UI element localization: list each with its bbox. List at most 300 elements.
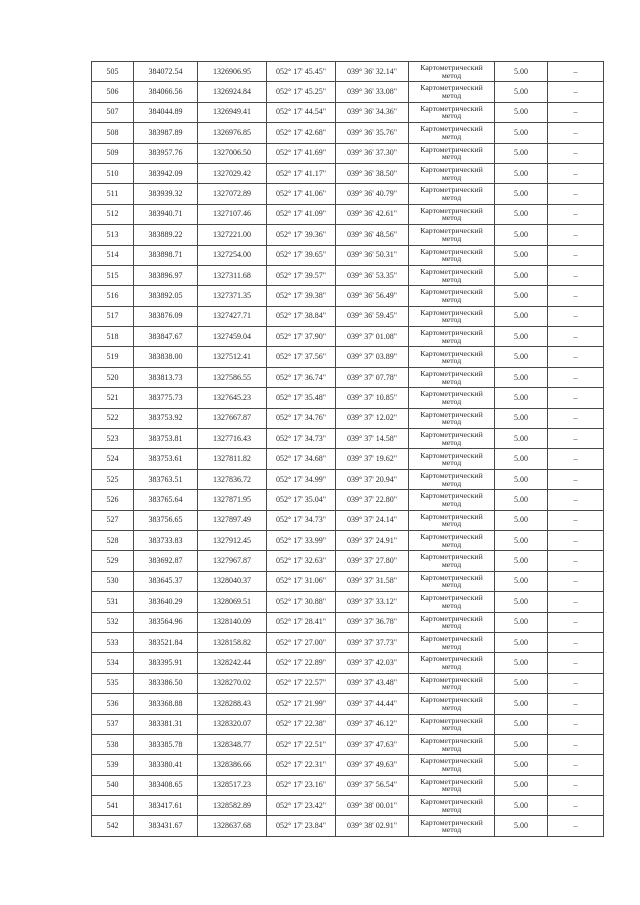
point-number-cell: 538 bbox=[92, 734, 134, 754]
coord-y-cell: 1328582.89 bbox=[198, 796, 267, 816]
table-row bbox=[92, 327, 604, 347]
coord-y-cell: 1327897.49 bbox=[198, 510, 267, 530]
coord-y-cell: 1327221.00 bbox=[198, 225, 267, 245]
accuracy-cell: 5.00 bbox=[495, 306, 548, 326]
point-number-cell: 522 bbox=[92, 408, 134, 428]
coord-x-cell: 383564.96 bbox=[134, 612, 198, 632]
accuracy-cell: 5.00 bbox=[495, 796, 548, 816]
accuracy-cell: 5.00 bbox=[495, 571, 548, 591]
point-number-cell: 530 bbox=[92, 571, 134, 591]
method-cell: Картометрический метод bbox=[409, 388, 495, 408]
longitude-cell: 039° 36' 34.36" bbox=[336, 102, 409, 122]
accuracy-cell: 5.00 bbox=[495, 612, 548, 632]
table-row bbox=[92, 612, 604, 632]
table-row bbox=[92, 62, 604, 82]
note-cell: – bbox=[548, 347, 604, 367]
coord-y-cell: 1327459.04 bbox=[198, 327, 267, 347]
coord-x-cell: 383381.31 bbox=[134, 714, 198, 734]
note-cell: – bbox=[548, 204, 604, 224]
table-row bbox=[92, 265, 604, 285]
longitude-cell: 039° 36' 56.49" bbox=[336, 286, 409, 306]
longitude-cell: 039° 37' 10.85" bbox=[336, 388, 409, 408]
longitude-cell: 039° 37' 22.80" bbox=[336, 490, 409, 510]
note-cell: – bbox=[548, 286, 604, 306]
point-number-cell: 508 bbox=[92, 123, 134, 143]
table-row bbox=[92, 204, 604, 224]
accuracy-cell: 5.00 bbox=[495, 388, 548, 408]
latitude-cell: 052° 17' 32.63" bbox=[267, 551, 336, 571]
note-cell: – bbox=[548, 510, 604, 530]
point-number-cell: 525 bbox=[92, 469, 134, 489]
coord-y-cell: 1328158.82 bbox=[198, 632, 267, 652]
method-cell: Картометрический метод bbox=[409, 673, 495, 693]
note-cell: – bbox=[548, 592, 604, 612]
point-number-cell: 521 bbox=[92, 388, 134, 408]
latitude-cell: 052° 17' 35.04" bbox=[267, 490, 336, 510]
coord-x-cell: 383733.83 bbox=[134, 530, 198, 550]
longitude-cell: 039° 37' 47.63" bbox=[336, 734, 409, 754]
point-number-cell: 528 bbox=[92, 530, 134, 550]
note-cell: – bbox=[548, 408, 604, 428]
point-number-cell: 518 bbox=[92, 327, 134, 347]
table-row bbox=[92, 184, 604, 204]
table-row bbox=[92, 469, 604, 489]
coord-x-cell: 383847.67 bbox=[134, 327, 198, 347]
coord-y-cell: 1327667.87 bbox=[198, 408, 267, 428]
note-cell: – bbox=[548, 184, 604, 204]
table-row bbox=[92, 714, 604, 734]
method-cell: Картометрический метод bbox=[409, 510, 495, 530]
coord-y-cell: 1327967.87 bbox=[198, 551, 267, 571]
point-number-cell: 535 bbox=[92, 673, 134, 693]
coord-x-cell: 383385.78 bbox=[134, 734, 198, 754]
table-row bbox=[92, 429, 604, 449]
note-cell: – bbox=[548, 755, 604, 775]
point-number-cell: 519 bbox=[92, 347, 134, 367]
point-number-cell: 539 bbox=[92, 755, 134, 775]
method-cell: Картометрический метод bbox=[409, 530, 495, 550]
note-cell: – bbox=[548, 163, 604, 183]
accuracy-cell: 5.00 bbox=[495, 225, 548, 245]
coord-x-cell: 384066.56 bbox=[134, 82, 198, 102]
accuracy-cell: 5.00 bbox=[495, 143, 548, 163]
latitude-cell: 052° 17' 39.57" bbox=[267, 265, 336, 285]
method-cell: Картометрический метод bbox=[409, 796, 495, 816]
point-number-cell: 517 bbox=[92, 306, 134, 326]
coord-x-cell: 383395.91 bbox=[134, 653, 198, 673]
latitude-cell: 052° 17' 41.06" bbox=[267, 184, 336, 204]
latitude-cell: 052° 17' 42.68" bbox=[267, 123, 336, 143]
coord-y-cell: 1328288.43 bbox=[198, 694, 267, 714]
accuracy-cell: 5.00 bbox=[495, 102, 548, 122]
coord-x-cell: 383987.89 bbox=[134, 123, 198, 143]
coord-y-cell: 1327107.46 bbox=[198, 204, 267, 224]
method-cell: Картометрический метод bbox=[409, 469, 495, 489]
point-number-cell: 511 bbox=[92, 184, 134, 204]
point-number-cell: 541 bbox=[92, 796, 134, 816]
accuracy-cell: 5.00 bbox=[495, 490, 548, 510]
longitude-cell: 039° 37' 03.89" bbox=[336, 347, 409, 367]
accuracy-cell: 5.00 bbox=[495, 592, 548, 612]
note-cell: – bbox=[548, 102, 604, 122]
coord-y-cell: 1328386.66 bbox=[198, 755, 267, 775]
table-row bbox=[92, 571, 604, 591]
coord-x-cell: 383408.65 bbox=[134, 775, 198, 795]
latitude-cell: 052° 17' 30.88" bbox=[267, 592, 336, 612]
method-cell: Картометрический метод bbox=[409, 775, 495, 795]
accuracy-cell: 5.00 bbox=[495, 163, 548, 183]
coord-x-cell: 383942.09 bbox=[134, 163, 198, 183]
accuracy-cell: 5.00 bbox=[495, 123, 548, 143]
table-row bbox=[92, 143, 604, 163]
coord-y-cell: 1327871.95 bbox=[198, 490, 267, 510]
coord-y-cell: 1327645.23 bbox=[198, 388, 267, 408]
latitude-cell: 052° 17' 37.90" bbox=[267, 327, 336, 347]
method-cell: Картометрический метод bbox=[409, 755, 495, 775]
accuracy-cell: 5.00 bbox=[495, 286, 548, 306]
method-cell: Картометрический метод bbox=[409, 143, 495, 163]
note-cell: – bbox=[548, 632, 604, 652]
coord-y-cell: 1327716.43 bbox=[198, 429, 267, 449]
coord-y-cell: 1326949.41 bbox=[198, 102, 267, 122]
point-number-cell: 526 bbox=[92, 490, 134, 510]
point-number-cell: 523 bbox=[92, 429, 134, 449]
longitude-cell: 039° 37' 42.03" bbox=[336, 653, 409, 673]
accuracy-cell: 5.00 bbox=[495, 62, 548, 82]
note-cell: – bbox=[548, 449, 604, 469]
method-cell: Картометрический метод bbox=[409, 102, 495, 122]
point-number-cell: 527 bbox=[92, 510, 134, 530]
table-row bbox=[92, 306, 604, 326]
coord-x-cell: 383939.32 bbox=[134, 184, 198, 204]
coord-y-cell: 1328270.02 bbox=[198, 673, 267, 693]
table-row bbox=[92, 653, 604, 673]
table-row bbox=[92, 225, 604, 245]
note-cell: – bbox=[548, 714, 604, 734]
accuracy-cell: 5.00 bbox=[495, 816, 548, 836]
note-cell: – bbox=[548, 306, 604, 326]
latitude-cell: 052° 17' 45.45" bbox=[267, 62, 336, 82]
accuracy-cell: 5.00 bbox=[495, 82, 548, 102]
coord-x-cell: 383692.87 bbox=[134, 551, 198, 571]
point-number-cell: 509 bbox=[92, 143, 134, 163]
coord-x-cell: 383775.73 bbox=[134, 388, 198, 408]
coord-x-cell: 383431.67 bbox=[134, 816, 198, 836]
accuracy-cell: 5.00 bbox=[495, 530, 548, 550]
coord-y-cell: 1327811.82 bbox=[198, 449, 267, 469]
coord-y-cell: 1328040.37 bbox=[198, 571, 267, 591]
note-cell: – bbox=[548, 734, 604, 754]
coord-x-cell: 383898.71 bbox=[134, 245, 198, 265]
table-row bbox=[92, 123, 604, 143]
coord-x-cell: 383889.22 bbox=[134, 225, 198, 245]
note-cell: – bbox=[548, 816, 604, 836]
coord-x-cell: 383756.65 bbox=[134, 510, 198, 530]
longitude-cell: 039° 37' 14.58" bbox=[336, 429, 409, 449]
latitude-cell: 052° 17' 34.73" bbox=[267, 429, 336, 449]
method-cell: Картометрический метод bbox=[409, 347, 495, 367]
coord-x-cell: 383753.81 bbox=[134, 429, 198, 449]
note-cell: – bbox=[548, 327, 604, 347]
table-row bbox=[92, 592, 604, 612]
accuracy-cell: 5.00 bbox=[495, 755, 548, 775]
table-row bbox=[92, 816, 604, 836]
method-cell: Картометрический метод bbox=[409, 592, 495, 612]
longitude-cell: 039° 37' 43.48" bbox=[336, 673, 409, 693]
point-number-cell: 505 bbox=[92, 62, 134, 82]
coord-y-cell: 1328069.51 bbox=[198, 592, 267, 612]
accuracy-cell: 5.00 bbox=[495, 245, 548, 265]
point-number-cell: 520 bbox=[92, 367, 134, 387]
method-cell: Картометрический метод bbox=[409, 184, 495, 204]
coord-y-cell: 1327586.55 bbox=[198, 367, 267, 387]
coord-y-cell: 1327029.42 bbox=[198, 163, 267, 183]
longitude-cell: 039° 36' 38.50" bbox=[336, 163, 409, 183]
coord-x-cell: 383386.50 bbox=[134, 673, 198, 693]
coord-x-cell: 383896.97 bbox=[134, 265, 198, 285]
accuracy-cell: 5.00 bbox=[495, 347, 548, 367]
longitude-cell: 039° 36' 32.14" bbox=[336, 62, 409, 82]
accuracy-cell: 5.00 bbox=[495, 694, 548, 714]
latitude-cell: 052° 17' 41.09" bbox=[267, 204, 336, 224]
coord-y-cell: 1327006.50 bbox=[198, 143, 267, 163]
longitude-cell: 039° 36' 59.45" bbox=[336, 306, 409, 326]
coord-x-cell: 383876.09 bbox=[134, 306, 198, 326]
point-number-cell: 514 bbox=[92, 245, 134, 265]
longitude-cell: 039° 37' 12.02" bbox=[336, 408, 409, 428]
longitude-cell: 039° 36' 35.76" bbox=[336, 123, 409, 143]
table-row bbox=[92, 449, 604, 469]
table-row bbox=[92, 755, 604, 775]
coord-x-cell: 383753.61 bbox=[134, 449, 198, 469]
latitude-cell: 052° 17' 23.16" bbox=[267, 775, 336, 795]
note-cell: – bbox=[548, 551, 604, 571]
latitude-cell: 052° 17' 39.65" bbox=[267, 245, 336, 265]
latitude-cell: 052° 17' 34.76" bbox=[267, 408, 336, 428]
coord-x-cell: 383892.05 bbox=[134, 286, 198, 306]
method-cell: Картометрический метод bbox=[409, 327, 495, 347]
method-cell: Картометрический метод bbox=[409, 204, 495, 224]
note-cell: – bbox=[548, 429, 604, 449]
coord-x-cell: 383813.73 bbox=[134, 367, 198, 387]
point-number-cell: 532 bbox=[92, 612, 134, 632]
latitude-cell: 052° 17' 41.17" bbox=[267, 163, 336, 183]
coord-y-cell: 1327371.35 bbox=[198, 286, 267, 306]
coord-y-cell: 1328517.23 bbox=[198, 775, 267, 795]
coord-y-cell: 1328320.07 bbox=[198, 714, 267, 734]
table-row bbox=[92, 408, 604, 428]
coord-y-cell: 1328348.77 bbox=[198, 734, 267, 754]
latitude-cell: 052° 17' 39.36" bbox=[267, 225, 336, 245]
longitude-cell: 039° 37' 46.12" bbox=[336, 714, 409, 734]
coord-y-cell: 1326906.95 bbox=[198, 62, 267, 82]
point-number-cell: 512 bbox=[92, 204, 134, 224]
method-cell: Картометрический метод bbox=[409, 123, 495, 143]
accuracy-cell: 5.00 bbox=[495, 734, 548, 754]
coord-x-cell: 383763.51 bbox=[134, 469, 198, 489]
coord-x-cell: 383521.84 bbox=[134, 632, 198, 652]
longitude-cell: 039° 36' 42.61" bbox=[336, 204, 409, 224]
accuracy-cell: 5.00 bbox=[495, 510, 548, 530]
table-row bbox=[92, 163, 604, 183]
table-row bbox=[92, 673, 604, 693]
coord-y-cell: 1327072.89 bbox=[198, 184, 267, 204]
coordinates-table-body bbox=[92, 62, 604, 837]
latitude-cell: 052° 17' 21.99" bbox=[267, 694, 336, 714]
note-cell: – bbox=[548, 225, 604, 245]
note-cell: – bbox=[548, 775, 604, 795]
table-row bbox=[92, 530, 604, 550]
longitude-cell: 039° 36' 33.08" bbox=[336, 82, 409, 102]
point-number-cell: 510 bbox=[92, 163, 134, 183]
latitude-cell: 052° 17' 22.89" bbox=[267, 653, 336, 673]
method-cell: Картометрический метод bbox=[409, 429, 495, 449]
coord-x-cell: 383940.71 bbox=[134, 204, 198, 224]
coord-y-cell: 1327912.45 bbox=[198, 530, 267, 550]
latitude-cell: 052° 17' 39.38" bbox=[267, 286, 336, 306]
latitude-cell: 052° 17' 35.48" bbox=[267, 388, 336, 408]
longitude-cell: 039° 37' 24.91" bbox=[336, 530, 409, 550]
coord-y-cell: 1326924.84 bbox=[198, 82, 267, 102]
coord-y-cell: 1327836.72 bbox=[198, 469, 267, 489]
method-cell: Картометрический метод bbox=[409, 245, 495, 265]
longitude-cell: 039° 36' 48.56" bbox=[336, 225, 409, 245]
note-cell: – bbox=[548, 469, 604, 489]
note-cell: – bbox=[548, 490, 604, 510]
table-row bbox=[92, 734, 604, 754]
accuracy-cell: 5.00 bbox=[495, 632, 548, 652]
longitude-cell: 039° 37' 24.14" bbox=[336, 510, 409, 530]
latitude-cell: 052° 17' 45.25" bbox=[267, 82, 336, 102]
coord-y-cell: 1328140.09 bbox=[198, 612, 267, 632]
point-number-cell: 529 bbox=[92, 551, 134, 571]
coord-x-cell: 383640.29 bbox=[134, 592, 198, 612]
accuracy-cell: 5.00 bbox=[495, 265, 548, 285]
table-row bbox=[92, 102, 604, 122]
method-cell: Картометрический метод bbox=[409, 551, 495, 571]
method-cell: Картометрический метод bbox=[409, 632, 495, 652]
latitude-cell: 052° 17' 23.42" bbox=[267, 796, 336, 816]
latitude-cell: 052° 17' 27.00" bbox=[267, 632, 336, 652]
longitude-cell: 039° 36' 37.30" bbox=[336, 143, 409, 163]
method-cell: Картометрический метод bbox=[409, 816, 495, 836]
longitude-cell: 039° 36' 53.35" bbox=[336, 265, 409, 285]
note-cell: – bbox=[548, 653, 604, 673]
latitude-cell: 052° 17' 44.54" bbox=[267, 102, 336, 122]
method-cell: Картометрический метод bbox=[409, 265, 495, 285]
coord-x-cell: 383838.00 bbox=[134, 347, 198, 367]
longitude-cell: 039° 37' 37.73" bbox=[336, 632, 409, 652]
longitude-cell: 039° 38' 02.91" bbox=[336, 816, 409, 836]
method-cell: Картометрический метод bbox=[409, 62, 495, 82]
accuracy-cell: 5.00 bbox=[495, 673, 548, 693]
point-number-cell: 524 bbox=[92, 449, 134, 469]
accuracy-cell: 5.00 bbox=[495, 653, 548, 673]
table-row bbox=[92, 551, 604, 571]
latitude-cell: 052° 17' 38.84" bbox=[267, 306, 336, 326]
coord-x-cell: 383765.64 bbox=[134, 490, 198, 510]
accuracy-cell: 5.00 bbox=[495, 449, 548, 469]
method-cell: Картометрический метод bbox=[409, 306, 495, 326]
latitude-cell: 052° 17' 37.56" bbox=[267, 347, 336, 367]
accuracy-cell: 5.00 bbox=[495, 184, 548, 204]
table-row bbox=[92, 367, 604, 387]
method-cell: Картометрический метод bbox=[409, 163, 495, 183]
point-number-cell: 536 bbox=[92, 694, 134, 714]
accuracy-cell: 5.00 bbox=[495, 204, 548, 224]
coord-y-cell: 1327512.41 bbox=[198, 347, 267, 367]
latitude-cell: 052° 17' 33.99" bbox=[267, 530, 336, 550]
longitude-cell: 039° 37' 31.58" bbox=[336, 571, 409, 591]
latitude-cell: 052° 17' 41.69" bbox=[267, 143, 336, 163]
method-cell: Картометрический метод bbox=[409, 225, 495, 245]
accuracy-cell: 5.00 bbox=[495, 367, 548, 387]
table-row bbox=[92, 490, 604, 510]
coord-x-cell: 384044.89 bbox=[134, 102, 198, 122]
point-number-cell: 516 bbox=[92, 286, 134, 306]
latitude-cell: 052° 17' 31.06" bbox=[267, 571, 336, 591]
table-row bbox=[92, 775, 604, 795]
point-number-cell: 506 bbox=[92, 82, 134, 102]
method-cell: Картометрический метод bbox=[409, 408, 495, 428]
coord-y-cell: 1327311.68 bbox=[198, 265, 267, 285]
coord-x-cell: 383753.92 bbox=[134, 408, 198, 428]
table-row bbox=[92, 632, 604, 652]
note-cell: – bbox=[548, 571, 604, 591]
coord-y-cell: 1327254.00 bbox=[198, 245, 267, 265]
longitude-cell: 039° 38' 00.01" bbox=[336, 796, 409, 816]
accuracy-cell: 5.00 bbox=[495, 714, 548, 734]
longitude-cell: 039° 36' 50.31" bbox=[336, 245, 409, 265]
note-cell: – bbox=[548, 673, 604, 693]
note-cell: – bbox=[548, 367, 604, 387]
method-cell: Картометрический метод bbox=[409, 714, 495, 734]
method-cell: Картометрический метод bbox=[409, 694, 495, 714]
longitude-cell: 039° 37' 19.62" bbox=[336, 449, 409, 469]
note-cell: – bbox=[548, 62, 604, 82]
longitude-cell: 039° 36' 40.79" bbox=[336, 184, 409, 204]
latitude-cell: 052° 17' 34.99" bbox=[267, 469, 336, 489]
longitude-cell: 039° 37' 07.78" bbox=[336, 367, 409, 387]
point-number-cell: 534 bbox=[92, 653, 134, 673]
coord-x-cell: 383380.41 bbox=[134, 755, 198, 775]
table-row bbox=[92, 388, 604, 408]
note-cell: – bbox=[548, 143, 604, 163]
coord-y-cell: 1327427.71 bbox=[198, 306, 267, 326]
accuracy-cell: 5.00 bbox=[495, 775, 548, 795]
latitude-cell: 052° 17' 36.74" bbox=[267, 367, 336, 387]
latitude-cell: 052° 17' 22.51" bbox=[267, 734, 336, 754]
latitude-cell: 052° 17' 22.31" bbox=[267, 755, 336, 775]
coord-x-cell: 383368.88 bbox=[134, 694, 198, 714]
note-cell: – bbox=[548, 82, 604, 102]
longitude-cell: 039° 37' 44.44" bbox=[336, 694, 409, 714]
latitude-cell: 052° 17' 22.38" bbox=[267, 714, 336, 734]
latitude-cell: 052° 17' 23.84" bbox=[267, 816, 336, 836]
method-cell: Картометрический метод bbox=[409, 82, 495, 102]
point-number-cell: 513 bbox=[92, 225, 134, 245]
note-cell: – bbox=[548, 694, 604, 714]
method-cell: Картометрический метод bbox=[409, 734, 495, 754]
method-cell: Картометрический метод bbox=[409, 449, 495, 469]
method-cell: Картометрический метод bbox=[409, 571, 495, 591]
method-cell: Картометрический метод bbox=[409, 612, 495, 632]
method-cell: Картометрический метод bbox=[409, 367, 495, 387]
coord-x-cell: 383957.76 bbox=[134, 143, 198, 163]
longitude-cell: 039° 37' 56.54" bbox=[336, 775, 409, 795]
latitude-cell: 052° 17' 28.41" bbox=[267, 612, 336, 632]
table-row bbox=[92, 82, 604, 102]
